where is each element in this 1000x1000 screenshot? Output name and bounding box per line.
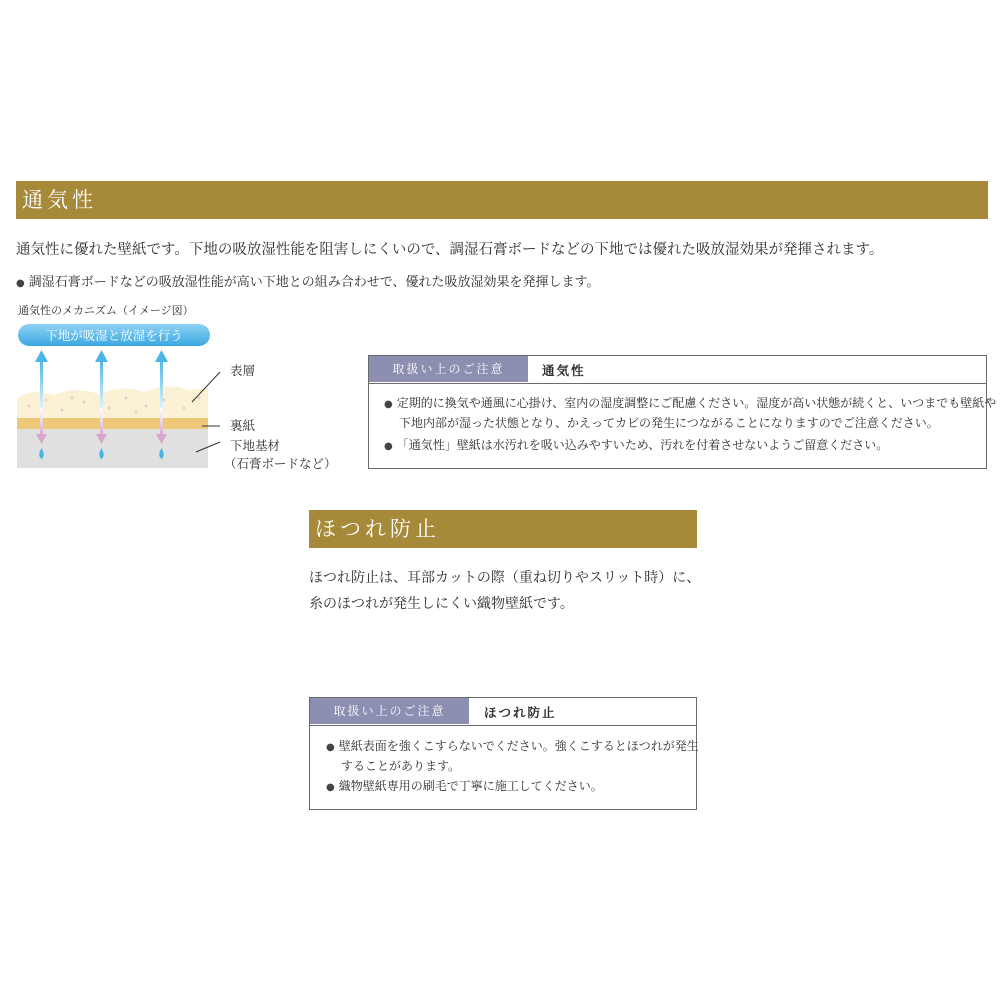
caution-rule — [369, 383, 986, 384]
section-heading-fray — [309, 510, 697, 548]
label-base: 下地基材 — [230, 438, 281, 453]
caution-item: ● 定期的に換気や通風に心掛け、室内の湿度調整にご配慮ください。湿度が高い状態が続くと、いつまでも壁紙や下地内部が湿った状態となり、かえってカビの発生につながることになりますのでご注意ください。 — [384, 394, 999, 433]
caution-tag: 取扱い上のご注意 — [369, 356, 528, 382]
surface-layer — [17, 386, 208, 418]
label-surface: 表層 — [230, 363, 256, 378]
label-backing: 裏紙 — [230, 418, 256, 433]
caution-title: 通気性 — [542, 363, 586, 378]
mechanism-diagram — [14, 320, 214, 470]
section-heading-breathability — [16, 181, 988, 219]
caution-tag: 取扱い上のご注意 — [310, 698, 469, 724]
caution-item: ● 「通気性」壁紙は水汚れを吸い込みやすいため、汚れを付着させないようご留意ください。 — [384, 436, 999, 456]
section-title: ほつれ防止 — [315, 517, 440, 541]
mechanism-banner-text: 下地が吸湿と放湿を行う — [45, 328, 183, 343]
section-title: 通気性 — [22, 188, 97, 212]
label-base-example: （石膏ボードなど） — [224, 456, 337, 471]
caution-item: ● 壁紙表面を強くこすらないでください。強くこするとほつれが発生することがあります。 — [326, 737, 703, 776]
breathability-intro: 通気性に優れた壁紙です。下地の吸放湿性能を阻害しにくいので、調湿石膏ボードなどの下地では優れた吸放湿効果が発揮されます。 — [16, 242, 884, 258]
breathability-bullet: ● 調湿石膏ボードなどの吸放湿性能が高い下地との組み合わせで、優れた吸放湿効果を発揮します。 — [16, 271, 599, 290]
mechanism-title: 通気性のメカニズム（イメージ図） — [18, 304, 194, 317]
caution-rule — [310, 725, 696, 726]
fray-description: ほつれ防止は、耳部カットの際（重ね切りやスリット時）に、糸のほつれが発生しにくい織物壁紙です。 — [309, 570, 701, 612]
caution-item: ● 織物壁紙専用の刷毛で丁寧に施工してください。 — [326, 777, 703, 797]
caution-title: ほつれ防止 — [484, 705, 557, 720]
backing-layer — [17, 418, 208, 429]
